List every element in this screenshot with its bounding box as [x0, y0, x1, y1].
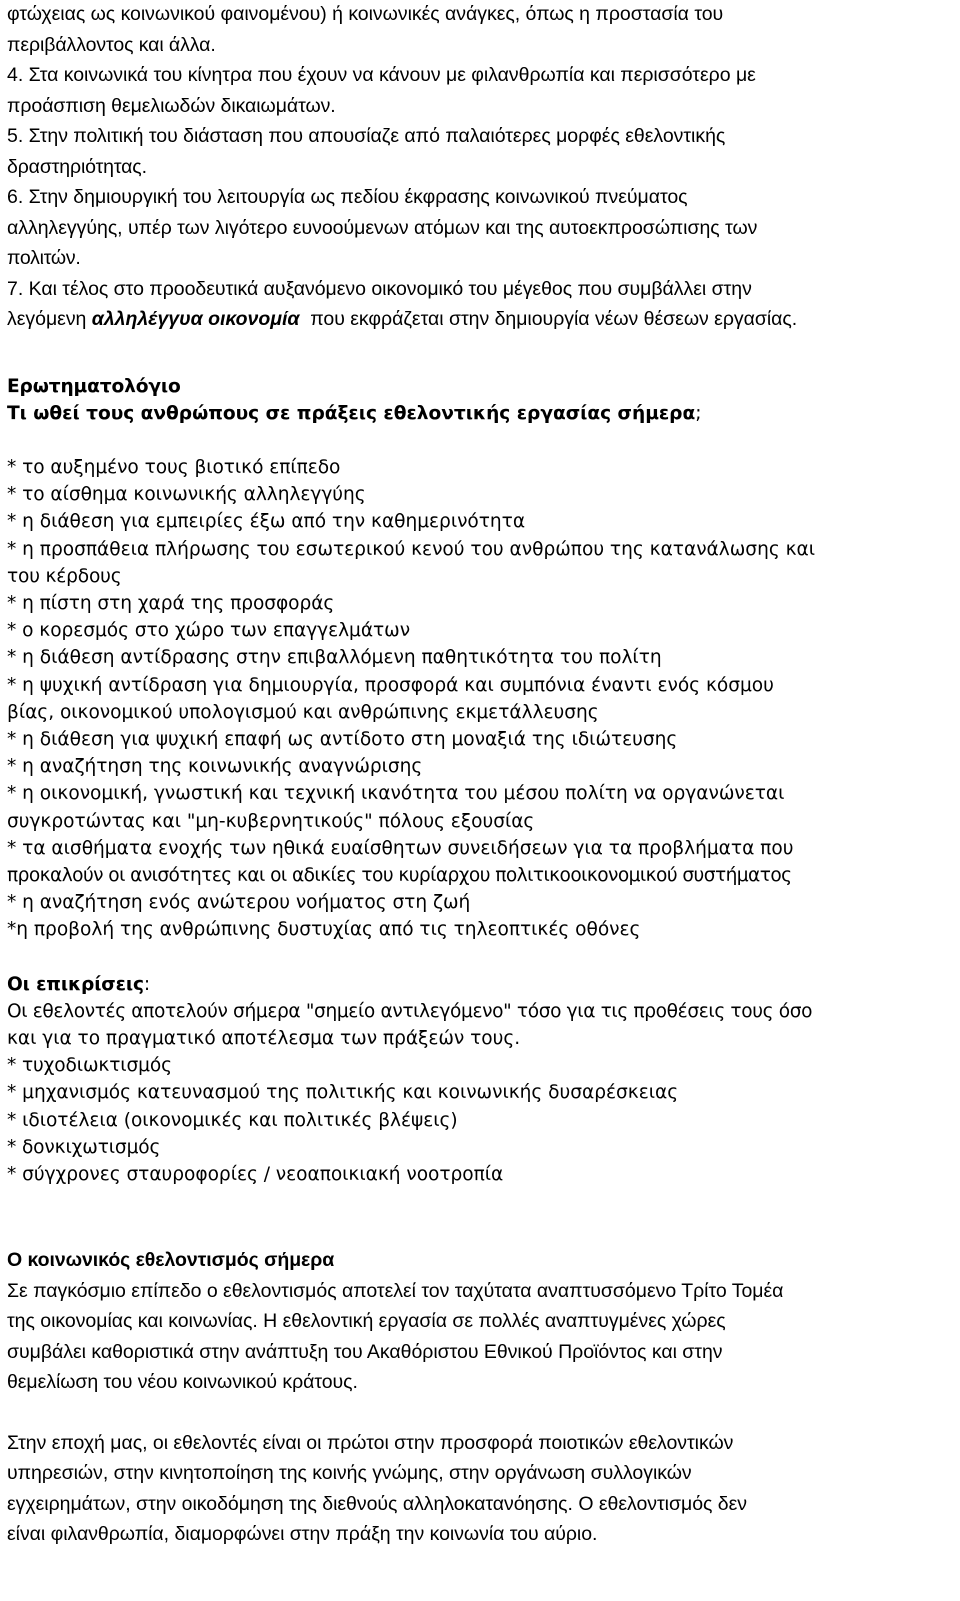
questionnaire-question: Τι ωθεί τους ανθρώπους σε πράξεις εθελοντικής εργασίας σήμερα;	[7, 402, 702, 424]
criticism-line: Οι εθελοντές αποτελούν σήμερα "σημείο αντιλεγόμενο" τόσο για τις προθέσεις τους όσο	[7, 1000, 813, 1022]
intro-section	[7, 0, 953, 335]
today-paragraph2-line: Στην εποχή μας, οι εθελοντές είναι οι πρώτοι στην προσφορά ποιοτικών εθελοντικών	[7, 1431, 734, 1454]
today-paragraph1-line: θεμελίωση του νέου κοινωνικού κράτους.	[7, 1371, 358, 1394]
questionnaire-item: * η αναζήτηση της κοινωνικής αναγνώρισης	[7, 756, 423, 778]
questionnaire-item: * η διάθεση για ψυχική επαφή ως αντίδοτο στη μοναξιά της ιδιώτευσης	[7, 728, 678, 750]
intro-line: 7. Και τέλος στο προοδευτικά αυξανόμενο οικονομικό του μέγεθος που συμβάλλει στην	[7, 277, 752, 300]
questionnaire-item: συγκροτώντας και "μη-κυβερνητικούς" πόλους εξουσίας	[7, 810, 535, 832]
document-page	[7, 0, 953, 1550]
questionnaire-item: *η προβολή της ανθρώπινης δυστυχίας από τις τηλεοπτικές οθόνες	[7, 919, 641, 941]
intro-line: προάσπιση θεμελιωδών δικαιωμάτων.	[7, 94, 336, 117]
questionnaire-item: προκαλούν οι ανισότητες και οι αδικίες του κυρίαρχου πολιτικοοικονομικού συστήματος	[7, 864, 792, 886]
questionnaire-item: βίας, οικονομικού υπολογισμού και ανθρώπινης εκμετάλλευσης	[7, 701, 599, 723]
questionnaire-item: * το αίσθημα κοινωνικής αλληλεγγύης	[7, 484, 366, 506]
questionnaire-item: * η διάθεση αντίδρασης στην επιβαλλόμενη παθητικότητα του πολίτη	[7, 647, 662, 669]
questionnaire-item: * τα αισθήματα ενοχής των ηθικά ευαίσθητων συνειδήσεων για τα προβλήματα που	[7, 837, 794, 859]
questionnaire-section	[7, 373, 953, 944]
questionnaire-item: * η διάθεση για εμπειρίες έξω από την καθημερινότητα	[7, 511, 526, 533]
today-paragraph1-line: Σε παγκόσμιο επίπεδο ο εθελοντισμός αποτελεί τον ταχύτατα αναπτυσσόμενο Τρίτο Τομέα	[7, 1279, 784, 1302]
criticism-line: * ιδιοτέλεια (οικονομικές και πολιτικές βλέψεις)	[7, 1109, 458, 1131]
today-paragraph2-line: εγχειρημάτων, στην οικοδόμηση της διεθνούς αλληλοκατανόησης. Ο εθελοντισμός δεν	[7, 1492, 747, 1515]
criticism-line: * δονκιχωτισμός	[7, 1136, 161, 1158]
intro-line: περιβάλλοντος και άλλα.	[7, 33, 216, 56]
questionnaire-item: του κέρδους	[7, 565, 122, 587]
solidarity-economy-emphasis: αλληλέγγυα οικονομία	[91, 308, 300, 330]
intro-last-after: που εκφράζεται στην δημιουργία νέων θέσεων εργασίας.	[299, 308, 798, 330]
intro-line: αλληλεγγύης, υπέρ των λιγότερο ευνοούμενων ατόμων και της αυτοεκπροσώπισης των	[7, 216, 758, 239]
questionnaire-item: * το αυξημένο τους βιοτικό επίπεδο	[7, 456, 341, 478]
questionnaire-item: * η οικονομική, γνωστική και τεχνική ικανότητα του μέσου πολίτη να οργανώνεται	[7, 783, 785, 805]
intro-last-before: λεγόμενη	[7, 308, 92, 330]
criticism-section	[7, 971, 953, 1189]
intro-line: 4. Στα κοινωνικά του κίνητρα που έχουν να κάνουν με φιλανθρωπία και περισσότερο με	[7, 64, 756, 86]
intro-line: δραστηριότητας.	[7, 155, 147, 178]
criticism-line: * μηχανισμός κατευνασμού της πολιτικής και κοινωνικής δυσαρέσκειας	[7, 1082, 679, 1104]
questionnaire-heading: Ερωτηματολόγιο	[7, 375, 181, 397]
today-section	[7, 1245, 953, 1550]
intro-line: φτώχειας ως κοινωνικού φαινομένου) ή κοινωνικές ανάγκες, όπως η προστασία του	[7, 3, 724, 25]
intro-line: 6. Στην δημιουργική του λειτουργία ως πεδίου έκφρασης κοινωνικού πνεύματος	[7, 186, 688, 208]
spacer	[7, 427, 953, 454]
today-paragraph2-line: υπηρεσιών, στην κινητοποίηση της κοινής γνώμης, στην οργάνωση συλλογικών	[7, 1462, 692, 1485]
questionnaire-item: * ο κορεσμός στο χώρο των επαγγελμάτων	[7, 620, 411, 642]
questionnaire-item: * η πίστη στη χαρά της προσφοράς	[7, 592, 335, 614]
today-paragraph2-line: είναι φιλανθρωπία, διαμορφώνει στην πράξη την κοινωνία του αύριο.	[7, 1523, 598, 1546]
today-paragraph1-line: της οικονομίας και κοινωνίας. Η εθελοντική εργασία σε πολλές αναπτυγμένες χώρες	[7, 1310, 726, 1333]
intro-line: πολιτών.	[7, 247, 81, 269]
intro-last-line	[7, 304, 953, 335]
today-heading: Ο κοινωνικός εθελοντισμός σήμερα	[7, 1249, 335, 1272]
questionnaire-item: * η προσπάθεια πλήρωσης του εσωτερικού κενού του ανθρώπου της κατανάλωσης και	[7, 538, 816, 560]
today-paragraph1-line: συμβάλει καθοριστικά στην ανάπτυξη του Ακαθόριστου Εθνικού Προϊόντος και στην	[7, 1340, 723, 1363]
criticism-line: * σύγχρονες σταυροφορίες / νεοαποικιακή νοοτροπία	[7, 1163, 504, 1185]
questionnaire-item: * η αναζήτηση ενός ανώτερου νοήματος στη ζωή	[7, 892, 471, 914]
criticism-line: * τυχοδιωκτισμός	[7, 1055, 172, 1077]
criticism-line: και για το πραγματικό αποτέλεσμα των πράξεών τους.	[7, 1027, 521, 1049]
spacer	[7, 1398, 953, 1428]
questionnaire-item: * η ψυχική αντίδραση για δημιουργία, προσφορά και συμπόνια έναντι ενός κόσμου	[7, 674, 774, 696]
intro-line: 5. Στην πολιτική του διάσταση που απουσίαζε από παλαιότερες μορφές εθελοντικής	[7, 125, 726, 147]
criticism-heading: Οι επικρίσεις:	[7, 973, 150, 995]
